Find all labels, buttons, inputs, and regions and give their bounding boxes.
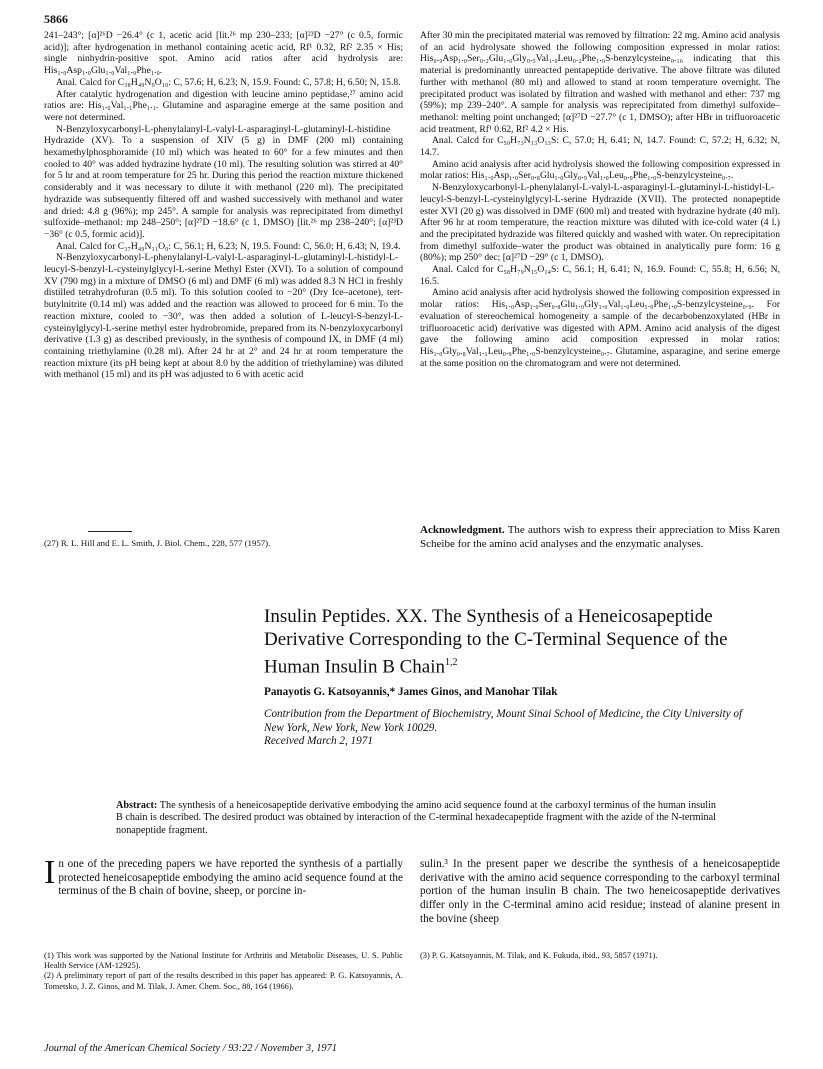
right-paragraph-5: Amino acid analysis after acid hydrolysis showed the following composition expressed in molar ratios: His₁.₀Asp₁.₀Ser₀.₈Glu₁.₀Gly₁.₀Val₁.₀Leu₁.₀Phe₁.₀S-benzylcysteine₀.₉. For evaluation of stereochemical homogeneity a sample of the decarbobenzoxylated (HBr in trifluoroacetic acid) derivative was digested with APM. Amino acid analysis of the digest gave the following amino acid composition expressed in molar ratios: His₁.₀Gly₀.₈Val₁.₁Leu₀.₉Phe₁.₀S-benzylcysteine₀.₇. Glutamine, asparagine, and serine emerge at the same position on the chromatogram and were not determined. — [420, 287, 780, 369]
acknowledgment — [420, 524, 780, 551]
footnote-2: (2) A preliminary report of part of the results described in this paper has appeared: P. G. Katsoyannis, A. Tometsko, J. Z. Ginos, and M. Tilak, J. Amer. Chem. Soc., 88, 164 (1966). — [44, 971, 403, 991]
right-paragraph-2: Amino acid analysis after acid hydrolysis showed the following composition expressed in molar ratios: His₁.₀Asp₁.₀Ser₀.₈Glu₁.₀Gly₀.₉Val₁.₀Leu₀.₉Phe₁.₀S-benzylcysteine₀.₇. — [420, 158, 780, 182]
left-paragraph-5: N-Benzyloxycarbonyl-L-phenylalanyl-L-valyl-L-asparaginyl-L-glutaminyl-L-histidyl-L-leucyl-S-benzyl-L-cysteinylglycyl-L-serine Methyl Ester (XVI). To a solution of compound XV (790 mg) in a mixture of DMSO (6 ml) and DMF (6 ml) was added 8.3 N HCl in freshly distilled tetrahydrofuran (0.5 ml). To this solution cooled to −20° (Dry Ice–acetone), tert-butylnitrite (0.14 ml) was added and the reaction was allowed to proceed for 6 min. To the reaction mixture, cooled to −30°, was then added a solution of L-leucyl-S-benzyl-L-cysteinylglycyl-L-serine methyl ester hydrobromide, prepared from its N-benzyloxycarbonyl derivative (1.3 g) as described previously, in the synthesis of compound IX, in DMF (4 ml) containing triethylamine (0.28 ml). After 24 hr at 2° and 24 hr at room temperature the reaction mixture (its pH being kept at about 8.0 by the addition of triethylamine) was diluted with methanol (15 ml) and its pH was adjusted to 6 with acetic acid — [44, 252, 403, 381]
article-title-text: Insulin Peptides. XX. The Synthesis of a Heneicosapeptide Derivative Corresponding to the C-Terminal Sequence of the Human Insulin B Chain — [264, 606, 728, 678]
body-right: sulin.³ In the present paper we describe the synthesis of a heneicosapeptide derivative with the amino acid sequence corresponding to the carboxyl terminal portion of the human insulin B chain. The two heneicosapeptide derivatives differ only in the C-terminal amino acid residue; instead of alanine present in the bovine (sheep — [420, 858, 780, 925]
right-column — [420, 30, 780, 369]
right-paragraph-3: N-Benzyloxycarbonyl-L-phenylalanyl-L-valyl-L-asparaginyl-L-glutaminyl-L-histidyl-L-leucyl-S-benzyl-L-cysteinylglycyl-L-serine Hydrazide (XVII). The protected nonapeptide ester XVI (20 g) was dissolved in DMF (600 ml) and treated with hydrazine hydrate (40 ml). After 96 hr at room temperature, the reaction mixture was diluted with ice-cold water (4 l.) and the precipitated hydrazide was filtered quickly and washed with water. On reprecipitation from dimethyl sulfoxide–water the product was obtained in analytically pure form: 16 g (80%); mp 250° dec; [α]²⁷D −29° (c 1, DMSO). — [420, 182, 780, 264]
left-footnote: (27) R. L. Hill and E. L. Smith, J. Biol. Chem., 228, 577 (1957). — [44, 538, 271, 548]
left-paragraph-3: N-Benzyloxycarbonyl-L-phenylalanyl-L-valyl-L-asparaginyl-L-glutaminyl-L-histidine Hydrazide (XV). To a suspension of XIV (5 g) in DMF (200 ml) containing hexamethylphosphoramide (10 ml) which was heated to 60° for a few minutes and then cooled to 40° was added hydrazine hydrate (10 ml). The resulting solution was stirred at 40° for 5 hr and at room temperature for 25 hr. During this period the reaction mixture thickened considerably and it was necessary to dilute it with methanol (220 ml). The precipitated hydrazide was subsequently filtered off and washed successively with methanol and water and dried: 4.8 g (96%); mp 245°. A sample for analysis was reprecipitated from dimethyl sulfoxide–methanol: mp 248–250°; [α]²⁷D −18.6° (c 1, DMSO) [lit.²⁶ mp 238–240°; [α]²³D −36° (c 0.5, formic acid)]. — [44, 123, 403, 240]
acknowledgment-text: The authors wish to express their appreciation to Miss Karen Scheibe for the amino acid analyses and the enzymatic analyses. — [420, 524, 780, 550]
affiliation-text: Contribution from the Department of Biochemistry, Mount Sinai School of Medicine, the City University of New York, New York, New York 10029. — [264, 708, 743, 734]
footnote-1: (1) This work was supported by the National Institute for Arthritis and Metabolic Diseases, U. S. Public Health Service (AM-12925). — [44, 951, 403, 971]
footnotes-right — [420, 951, 780, 961]
article-title-sup: 1,2 — [445, 657, 458, 668]
body-left-text: n one of the preceding papers we have reported the synthesis of a partially protected heneicosapeptide embodying the amino acid sequence found at the terminus of the B chain of bovine, sheep, or porcine in- — [58, 858, 403, 898]
left-column — [44, 30, 403, 381]
footnote-divider — [88, 531, 132, 532]
drop-cap: I — [44, 854, 56, 891]
body-left — [44, 854, 403, 899]
acknowledgment-heading: Acknowledgment. — [420, 524, 505, 536]
left-paragraph-4: Anal. Calcd for C₃₇H₄₉N₁₁O₉: C, 56.1; H, 6.23; N, 19.5. Found: C, 56.0; H, 6.43; N, 19.4. — [56, 240, 401, 252]
abstract-text: The synthesis of a heneicosapeptide derivative embodying the amino acid sequence found at the carboxyl terminus of the human insulin B chain is described. The desired product was obtained by interaction of the C-terminal hexadecapeptide fragment with the azide of the N-terminal nonapeptide fragment. — [116, 800, 716, 836]
right-paragraph-0: After 30 min the precipitated material was removed by filtration: 22 mg. Amino acid analysis of an acid hydrolysate showed the following composition expressed in molar ratios: His₀.₉Asp₁.₀Ser₀.₂Glu₁.₀Gly₀.₅Val₁.₀Leu₀.₂Phe₁.₀S-benzylcysteine₀.₁₆ indicating that this material is predominantly unreacted pentapeptide derivative. The above filtrate was diluted further with methanol (80 ml) and allowed to stand at room temperature overnight. The precipitated product was isolated by filtration and washed with methanol and ether: 737 mg (59%); mp 239–240°. A sample for analysis was reprecipitated from dimethyl sulfoxide–methanol: melting point unchanged; [α]²⁷D −27.7° (c 1, DMSO); after HBr in trifluoroacetic acid treatment, Rf¹ 0.62, Rf² 4.2 × His. — [420, 30, 780, 135]
left-paragraph-0: 241–243°; [α]²⁶D −26.4° (c 1, acetic acid [lit.²⁶ mp 230–233; [α]²³D −27° (c 0.5, formic acid)]; after hydrogenation in methanol containing acetic acid, Rf¹ 0.32, Rf² 2.35 × His; single ninhydrin-positive spot. Amino acid ratios after acid hydrolysis are: His₁.₀Asp₁.₀Glu₁.₀Val₁.₀Phe₁.₀. — [44, 30, 403, 77]
footnote-3: (3) P. G. Katsoyannis, M. Tilak, and K. Fukuda, ibid., 93, 5857 (1971). — [420, 951, 658, 960]
abstract-label: Abstract: — [116, 800, 158, 811]
page-number: 5866 — [44, 12, 68, 26]
right-paragraph-4: Anal. Calcd for C₅₈H₇₉N₁₅O₁₄S: C, 56.1; H, 6.41; N, 16.9. Found: C, 55.8; H, 6.56; N, 16.5. — [420, 264, 780, 287]
article-title — [264, 605, 784, 678]
received-date: Received March 2, 1971 — [264, 735, 373, 748]
left-paragraph-1: Anal. Calcd for C₃₈H₄₉N₉O₁₀: C, 57.6; H, 6.23; N, 15.9. Found: C, 57.8; H, 6.50; N, 15.8. — [56, 76, 401, 88]
article-authors: Panayotis G. Katsoyannis,* James Ginos, and Manohar Tilak — [264, 686, 558, 698]
left-paragraph-2: After catalytic hydrogenation and digestion with leucine amino peptidase,²⁷ amino acid ratios are: His₁.₀Val₁.₁Phe₁.₁. Glutamine and asparagine emerge at the same position and were not determined. — [44, 88, 403, 123]
right-paragraph-1: Anal. Calcd for C₅₀H₇₃N₁₃O₁₃S: C, 57.0; H, 6.41; N, 14.7. Found: C, 57.2; H, 6.32; N, 14.7. — [420, 135, 780, 159]
article-affiliation — [264, 708, 764, 749]
journal-footer: Journal of the American Chemical Society / 93:22 / November 3, 1971 — [44, 1043, 337, 1054]
abstract — [116, 800, 716, 837]
footnotes-left — [44, 951, 403, 992]
